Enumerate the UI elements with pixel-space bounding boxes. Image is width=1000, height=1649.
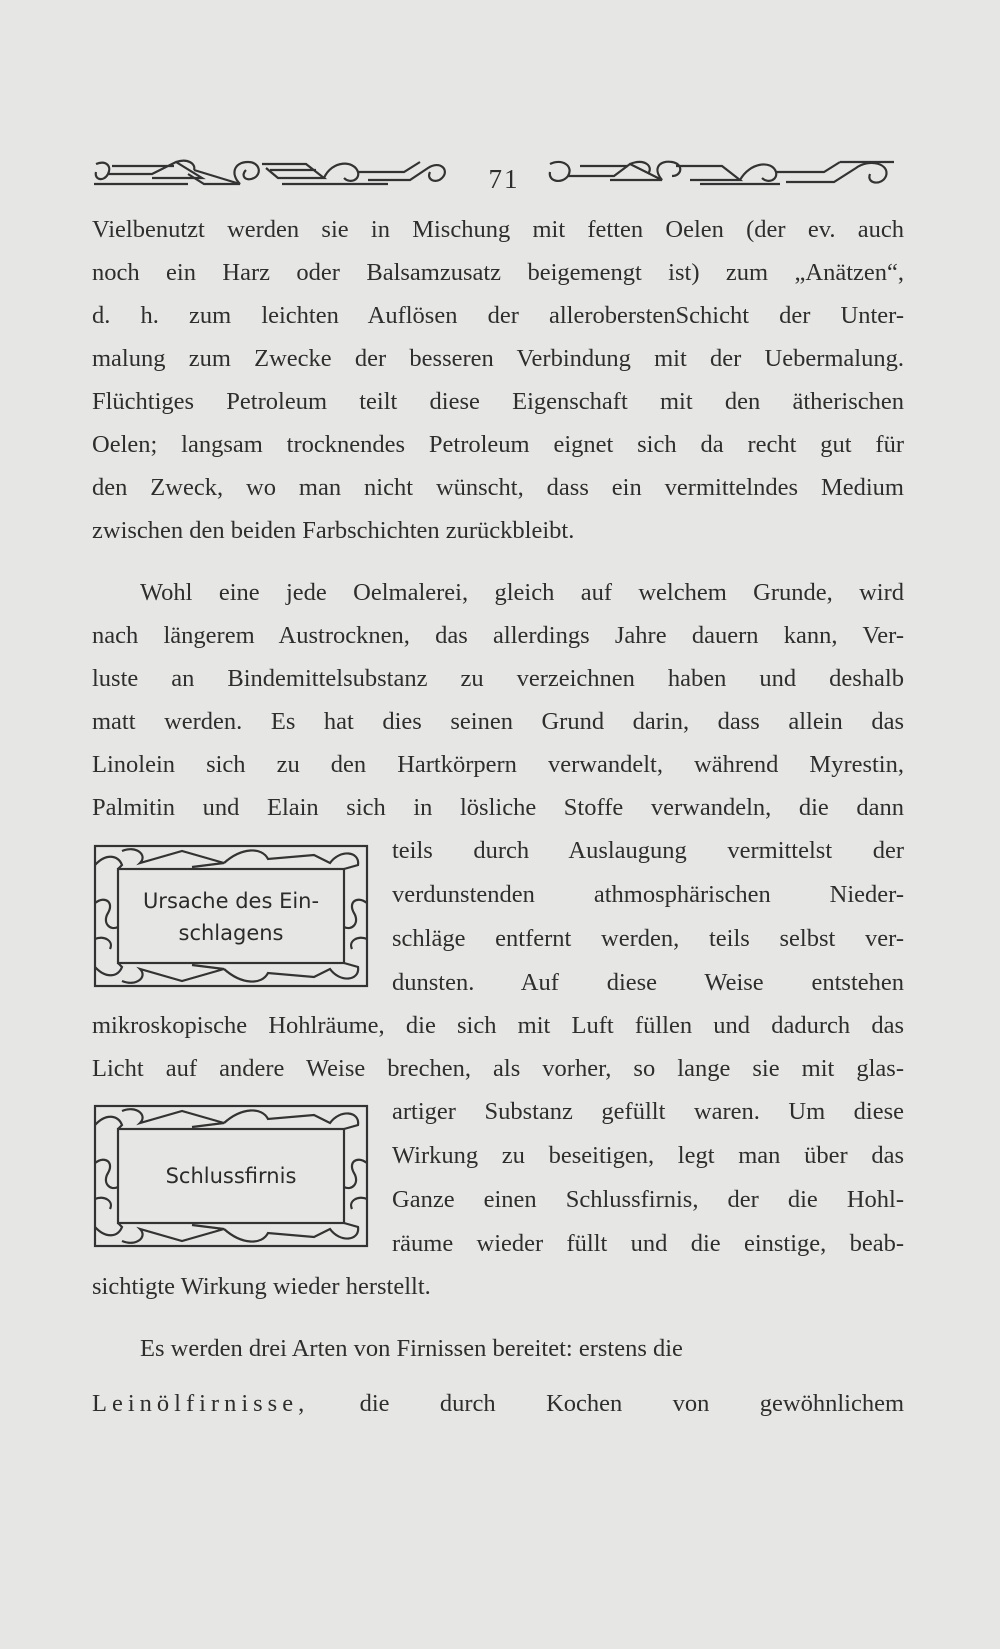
text-line-13: Linolein sich zu den Hartkörpern verwandelt, während Myrestin, (92, 751, 904, 778)
text-line-23: Ganze einen Schlussfirnis, der die Hohl- (392, 1186, 904, 1213)
text-line-5: Flüchtiges Petroleum teilt diese Eigenschaft mit den ätherischen (92, 388, 904, 415)
scroll-ornament-left-icon (92, 156, 454, 190)
text-line-21: artiger Substanz gefüllt waren. Um diese (392, 1098, 904, 1125)
text-line-9: Wohl eine jede Oelmalerei, gleich auf welchem Grunde, wird (140, 579, 904, 606)
text-line-27-end: gewöhnlichem (759, 1390, 905, 1417)
text-line-6: Oelen; langsam trocknendes Petroleum eignet sich da recht gut für (92, 431, 904, 458)
text-line-7: den Zweck, wo man nicht wünscht, dass ein vermittelndes Medium (92, 474, 904, 501)
text-line-19: mikroskopische Hohlräume, die sich mit Luft füllen und dadurch das (92, 1012, 904, 1039)
page-header (92, 152, 904, 192)
margin-note-text-1a: Ursache des Ein- (142, 889, 320, 913)
margin-note-text-2: Schlussfirnis (165, 1164, 297, 1188)
emphasized-term: Leinölfirnisse, (92, 1390, 310, 1417)
text-line-27 (92, 1382, 904, 1426)
text-line-16: verdunstenden athmosphärischen Nieder- (392, 881, 904, 908)
margin-note-text-1b: schlagens (178, 921, 284, 945)
text-line-1: Vielbenutzt werden sie in Mischung mit fetten Oelen (der ev. auch (92, 216, 904, 243)
margin-note-box-1 (92, 843, 370, 989)
text-line-10: nach längerem Austrocknen, das allerdings Jahre dauern kann, Ver- (92, 622, 904, 649)
text-line-18: dunsten. Auf diese Weise entstehen (392, 969, 904, 996)
text-line-25: sichtigte Wirkung wieder herstellt. (92, 1273, 431, 1300)
text-line-20: Licht auf andere Weise brechen, als vorher, so lange sie mit glas- (92, 1055, 904, 1082)
scroll-ornament-right-icon (540, 156, 904, 190)
page-number: 71 (488, 164, 520, 194)
text-line-26: Es werden drei Arten von Firnissen bereitet: erstens die (140, 1335, 683, 1362)
text-line-24: räume wieder füllt und die einstige, beab- (392, 1230, 904, 1257)
text-line-15: teils durch Auslaugung vermittelst der (392, 837, 904, 864)
text-line-2: noch ein Harz oder Balsamzusatz beigemengt ist) zum „Anätzen“, (92, 259, 904, 286)
text-line-8: zwischen den beiden Farbschichten zurückbleibt. (92, 517, 575, 544)
text-line-27-middle: die durch Kochen von (359, 1390, 710, 1417)
text-line-12: matt werden. Es hat dies seinen Grund darin, dass allein das (92, 708, 904, 735)
text-line-4: malung zum Zwecke der besseren Verbindung mit der Uebermalung. (92, 345, 904, 372)
margin-note-box-2 (92, 1103, 370, 1249)
text-line-17: schläge entfernt werden, teils selbst ver- (392, 925, 904, 952)
text-line-11: luste an Bindemittelsubstanz zu verzeichnen haben und deshalb (92, 665, 904, 692)
text-line-3: d. h. zum leichten Auflösen der alleroberstenSchicht der Unter- (92, 302, 904, 329)
text-line-14: Palmitin und Elain sich in lösliche Stoffe verwandeln, die dann (92, 794, 904, 821)
text-line-22: Wirkung zu beseitigen, legt man über das (392, 1142, 904, 1169)
